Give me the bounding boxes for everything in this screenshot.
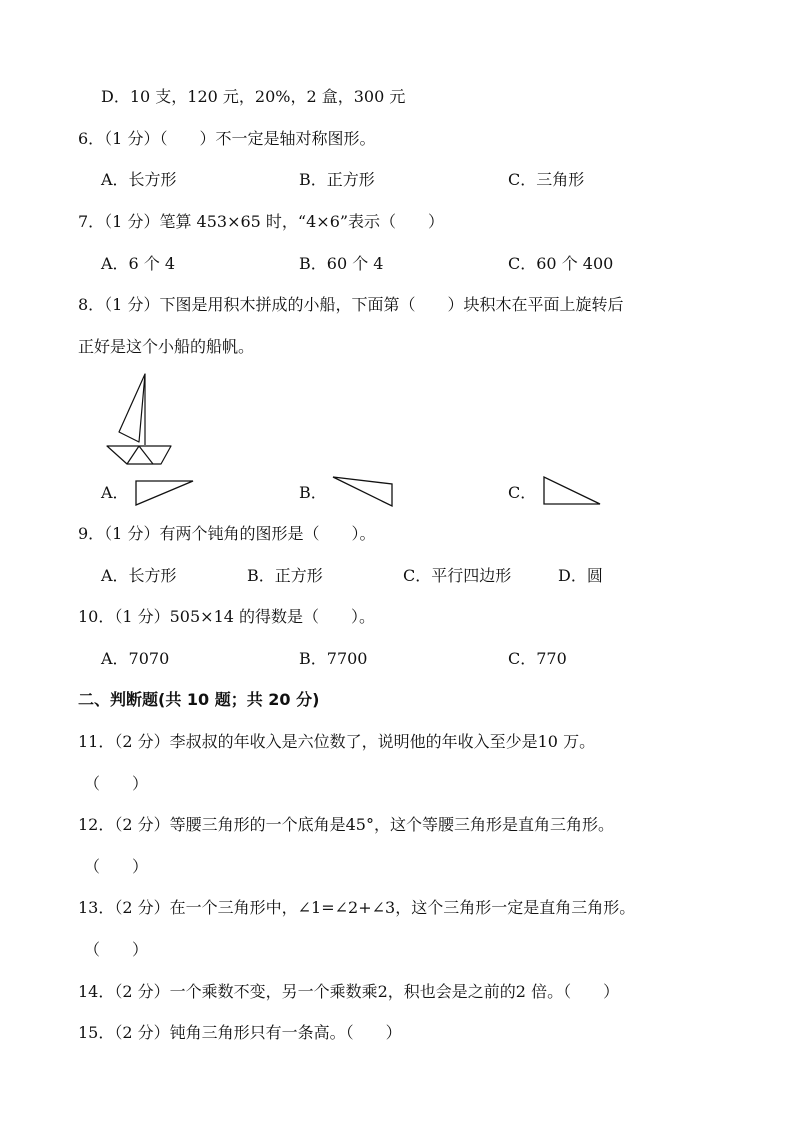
q8-option-a: A． — [101, 483, 129, 502]
triangle-option-b — [330, 474, 396, 510]
q13-answer-blank: （ ） — [84, 940, 149, 959]
sailboat-figure — [105, 370, 180, 470]
q14-stem: 14．（2 分）一个乘数不变，另一个乘数乘2，积也会是之前的2 倍。（ ） — [78, 982, 620, 1001]
section-2-title: 二、判断题(共 10 题；共 20 分) — [78, 690, 320, 709]
q11-stem: 11．（2 分）李叔叔的年收入是六位数了，说明他的年收入至少是10 万。 — [78, 732, 596, 751]
triangle-option-c — [540, 474, 604, 508]
q7-option-b: B．60 个 4 — [299, 254, 384, 273]
q9-stem: 9．（1 分）有两个钝角的图形是（ ）。 — [78, 524, 376, 543]
q10-option-c: C．770 — [508, 649, 567, 668]
q6-option-b: B．正方形 — [299, 170, 375, 189]
q6-option-a: A．长方形 — [101, 170, 177, 189]
q7-option-a: A．6 个 4 — [101, 254, 176, 273]
q5-option-d: D．10 支，120 元，20%，2 盒，300 元 — [101, 87, 406, 106]
q9-option-c: C．平行四边形 — [403, 566, 512, 585]
q10-option-a: A．7070 — [101, 649, 170, 668]
q8-option-c: C． — [508, 483, 537, 502]
q8-stem-line1: 8．（1 分）下图是用积木拼成的小船，下面第（ ）块积木在平面上旋转后 — [78, 295, 624, 314]
q12-answer-blank: （ ） — [84, 857, 149, 876]
q15-stem: 15．（2 分）钝角三角形只有一条高。（ ） — [78, 1023, 402, 1042]
q7-option-c: C．60 个 400 — [508, 254, 614, 273]
q8-option-b: B． — [299, 483, 327, 502]
q6-option-c: C．三角形 — [508, 170, 585, 189]
q11-answer-blank: （ ） — [84, 774, 149, 793]
triangle-option-a — [133, 478, 197, 508]
q12-stem: 12．（2 分）等腰三角形的一个底角是45°，这个等腰三角形是直角三角形。 — [78, 815, 614, 834]
q13-stem: 13．（2 分）在一个三角形中，∠1=∠2+∠3，这个三角形一定是直角三角形。 — [78, 898, 636, 917]
q9-option-b: B．正方形 — [247, 566, 323, 585]
q10-option-b: B．7700 — [299, 649, 368, 668]
q9-option-d: D．圆 — [558, 566, 603, 585]
q7-stem: 7．（1 分）笔算 453×65 时，“4×6”表示（ ） — [78, 212, 445, 231]
q10-stem: 10．（1 分）505×14 的得数是（ ）。 — [78, 607, 376, 626]
q6-stem: 6．（1 分）（ ）不一定是轴对称图形。 — [78, 129, 376, 148]
q8-stem-line2: 正好是这个小船的船帆。 — [78, 337, 255, 356]
q9-option-a: A．长方形 — [101, 566, 177, 585]
